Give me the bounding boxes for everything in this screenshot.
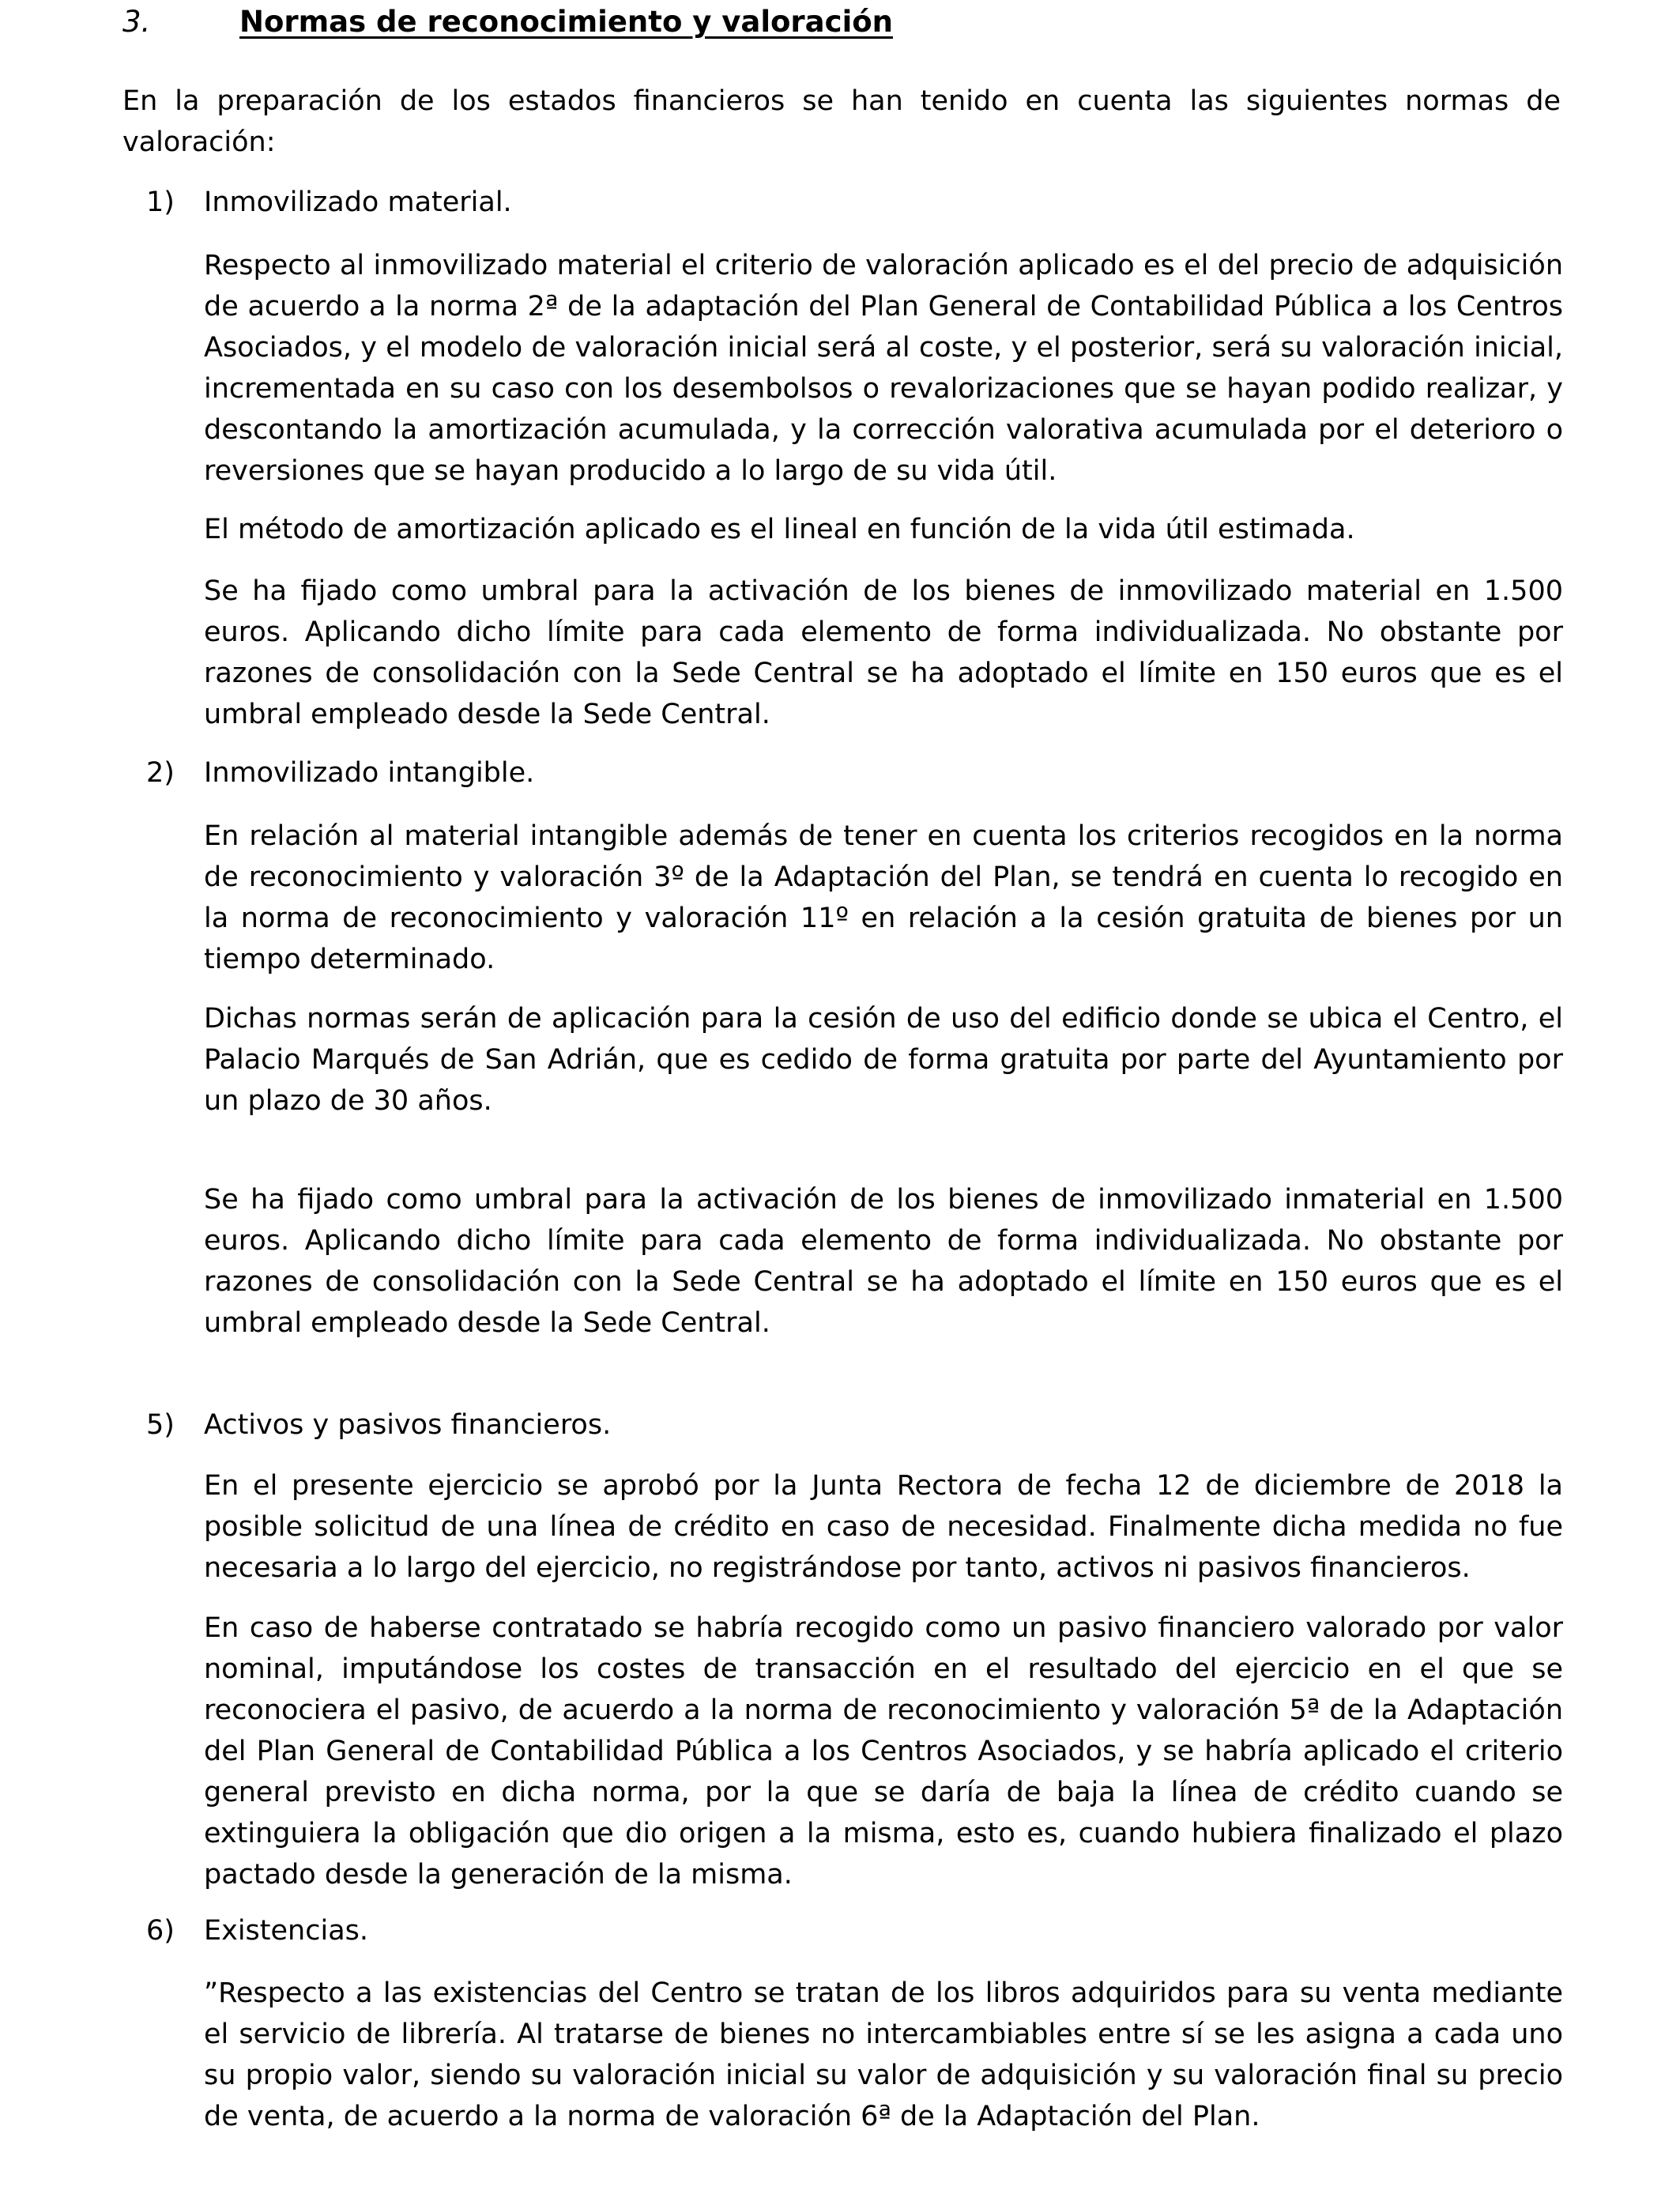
section-number: 3. bbox=[122, 5, 151, 39]
list-item-number: 5) bbox=[146, 1409, 175, 1441]
list-item-existencias bbox=[0, 1910, 1680, 1951]
list-item-activos-pasivos bbox=[0, 1404, 1680, 1446]
paragraph: En relación al material intangible además de tener en cuenta los criterios recogidos en la norma de reconocimiento y valoración 3º de la Adaptación del Plan, se tendrá en cuenta lo recogido en la norma de reconocimiento y valoración 11º en relación a la cesión gratuita de bienes por un tiempo determinado. bbox=[204, 820, 1563, 975]
paragraph: Se ha fijado como umbral para la activación de los bienes de inmovilizado material en 1.500 euros. Aplicando dicho límite para cada elemento de forma individualizada. No obstante por razones de consolidación con la Sede Central se ha adoptado el límite en 150 euros que es el umbral empleado desde la Sede Central. bbox=[204, 575, 1563, 730]
section-heading bbox=[122, 2, 1624, 43]
list-item-label: Inmovilizado intangible. bbox=[204, 757, 535, 789]
list-item-label: Inmovilizado material. bbox=[204, 187, 512, 218]
list-item-number: 6) bbox=[146, 1915, 175, 1947]
paragraph: En el presente ejercicio se aprobó por la Junta Rectora de fecha 12 de diciembre de 2018 la posible solicitud de una línea de crédito en caso de necesidad. Finalmente dicha medida no fue necesaria a lo largo del ejercicio, no registrándose por tanto, activos ni pasivos financieros. bbox=[204, 1470, 1563, 1584]
paragraph: Se ha fijado como umbral para la activación de los bienes de inmovilizado inmaterial en 1.500 euros. Aplicando dicho límite para cada elemento de forma individualizada. No obstante por razones de consolidación con la Sede Central se ha adoptado el límite en 150 euros que es el umbral empleado desde la Sede Central. bbox=[204, 1184, 1563, 1339]
list-item-inmovilizado-intangible bbox=[0, 752, 1680, 794]
list-item-label: Existencias. bbox=[204, 1915, 369, 1947]
list-item-inmovilizado-material bbox=[0, 182, 1680, 223]
list-item-label: Activos y pasivos financieros. bbox=[204, 1409, 612, 1441]
paragraph: El método de amortización aplicado es el lineal en función de la vida útil estimada. bbox=[204, 514, 1355, 545]
paragraph: Respecto al inmovilizado material el criterio de valoración aplicado es el del precio de adquisición de acuerdo a la norma 2ª de la adaptación del Plan General de Contabilidad Pública a los Centros Asociados, y el modelo de valoración inicial será al coste, y el posterior, será su valoración inicial, incrementada en su caso con los desembolsos o revalorizaciones que se hayan podido realizar, y descontando la amortización acumulada, y la corrección valorativa acumulada por el deterioro o reversiones que se hayan producido a lo largo de su vida útil. bbox=[204, 250, 1563, 487]
list-item-number: 2) bbox=[146, 757, 175, 789]
list-item-number: 1) bbox=[146, 187, 175, 218]
paragraph: Dichas normas serán de aplicación para la cesión de uso del edificio donde se ubica el Centro, el Palacio Marqués de San Adrián, que es cedido de forma gratuita por parte del Ayuntamiento por un plazo de 30 años. bbox=[204, 1003, 1563, 1117]
intro-paragraph: En la preparación de los estados financieros se han tenido en cuenta las siguientes normas de valoración: bbox=[122, 85, 1561, 158]
paragraph: En caso de haberse contratado se habría recogido como un pasivo financiero valorado por valor nominal, imputándose los costes de transacción en el resultado del ejercicio en el que se reconociera el pasivo, de acuerdo a la norma de reconocimiento y valoración 5ª de la Adaptación del Plan General de Contabilidad Pública a los Centros Asociados, y se habría aplicado el criterio general previsto en dicha norma, por la que se daría de baja la línea de crédito cuando se extinguiera la obligación que dio origen a la misma, esto es, cuando hubiera finalizado el plazo pactado desde la generación de la misma. bbox=[204, 1612, 1563, 1891]
paragraph: ”Respecto a las existencias del Centro se tratan de los libros adquiridos para su venta mediante el servicio de librería. Al tratarse de bienes no intercambiables entre sí se les asigna a cada uno su propio valor, siendo su valoración inicial su valor de adquisición y su valoración final su precio de venta, de acuerdo a la norma de valoración 6ª de la Adaptación del Plan. bbox=[204, 1977, 1563, 2132]
section-title: Normas de reconocimiento y valoración bbox=[239, 5, 894, 39]
